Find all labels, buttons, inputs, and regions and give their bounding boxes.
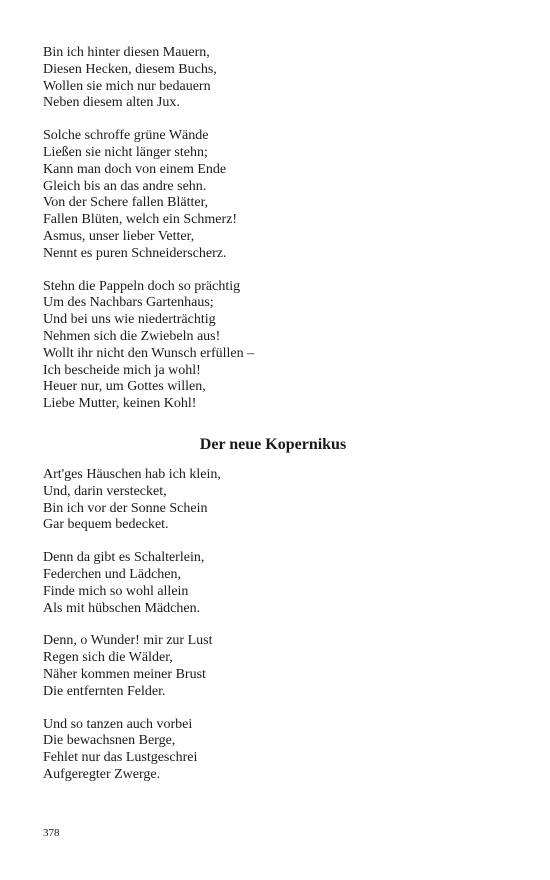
poem-continuation: [43, 45, 503, 413]
verse-line: Kann man doch von einem Ende: [43, 161, 227, 177]
verse-line: Solche schroffe grüne Wände: [43, 128, 209, 144]
verse-line: Ich bescheide mich ja wohl!: [43, 362, 201, 378]
verse-line: Bin ich hinter diesen Mauern,: [43, 45, 210, 60]
stanza: [43, 279, 503, 413]
verse-line: Finde mich so wohl allein: [43, 583, 189, 599]
poem-der-neue-kopernikus: [43, 467, 503, 784]
page-number: 378: [43, 827, 60, 839]
verse-line: Gar bequem bedecket.: [43, 517, 169, 533]
poem-title: Der neue Kopernikus: [199, 435, 347, 453]
book-page: [43, 45, 503, 784]
stanza: [43, 128, 503, 262]
verse-line: Nehmen sich die Zwiebeln aus!: [43, 328, 221, 344]
verse-line: Wollt ihr nicht den Wunsch erfüllen –: [43, 345, 255, 361]
verse-line: Heuer nur, um Gottes willen,: [43, 379, 206, 395]
verse-line: Näher kommen meiner Brust: [43, 666, 206, 682]
verse-line: Und bei uns wie niederträchtig: [43, 312, 216, 328]
verse-line: Neben diesem alten Jux.: [43, 95, 180, 111]
verse-line: Art'ges Häuschen hab ich klein,: [43, 466, 221, 482]
verse-line: Liebe Mutter, keinen Kohl!: [43, 396, 197, 412]
stanza: [43, 550, 503, 617]
verse-line: Um des Nachbars Gartenhaus;: [43, 295, 214, 311]
verse-line: Regen sich die Wälder,: [43, 650, 173, 666]
verse-line: Diesen Hecken, diesem Buchs,: [43, 61, 217, 77]
verse-line: Denn, o Wunder! mir zur Lust: [43, 633, 213, 649]
verse-line: Nennt es puren Schneiderscherz.: [43, 245, 227, 261]
verse-line: Stehn die Pappeln doch so prächtig: [43, 278, 241, 294]
verse-line: Die entfernten Felder.: [43, 683, 166, 699]
verse-line: Aufgeregter Zwerge.: [43, 766, 161, 782]
verse-line: Wollen sie mich nur bedauern: [43, 78, 211, 94]
verse-line: Ließen sie nicht länger stehn;: [43, 144, 208, 160]
verse-line: Gleich bis an das andre sehn.: [43, 178, 207, 194]
verse-line: Federchen und Lädchen,: [43, 566, 181, 582]
verse-line: Und so tanzen auch vorbei: [43, 716, 193, 732]
stanza: [43, 45, 503, 112]
verse-line: Und, darin verstecket,: [43, 483, 167, 499]
verse-line: Bin ich vor der Sonne Schein: [43, 500, 208, 516]
stanza: [43, 633, 503, 700]
verse-line: Als mit hübschen Mädchen.: [43, 600, 201, 616]
stanza: [43, 467, 503, 534]
verse-line: Fehlet nur das Lustgeschrei: [43, 750, 198, 766]
stanza: [43, 717, 503, 784]
verse-line: Fallen Blüten, welch ein Schmerz!: [43, 212, 237, 228]
verse-line: Von der Schere fallen Blätter,: [43, 195, 209, 211]
verse-line: Die bewachsnen Berge,: [43, 733, 176, 749]
verse-line: Denn da gibt es Schalterlein,: [43, 550, 205, 566]
verse-line: Asmus, unser lieber Vetter,: [43, 228, 195, 244]
